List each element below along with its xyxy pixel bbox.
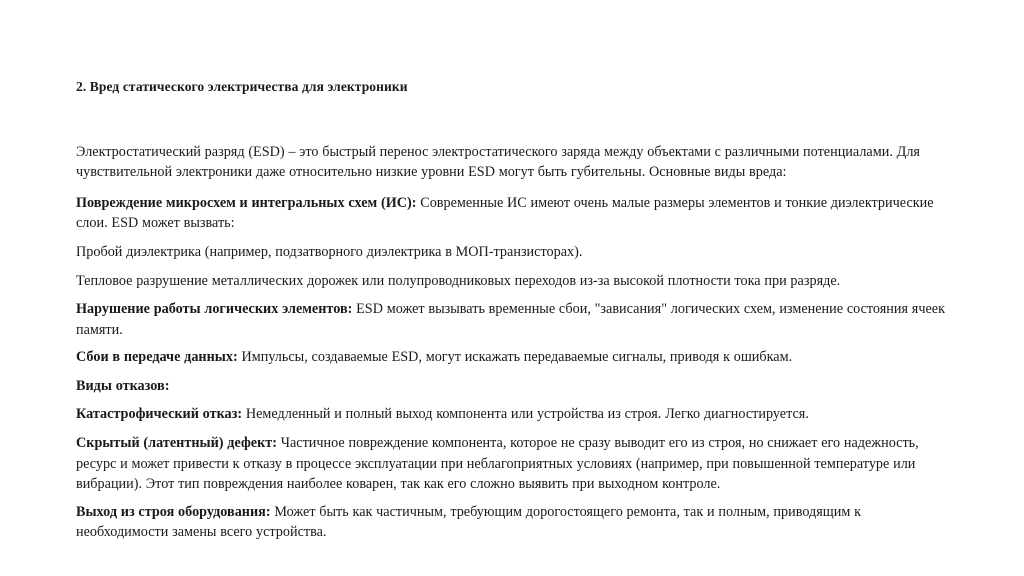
- paragraph-equipment-failure-text: Может быть как частичным, требующим дорогостоящего ремонта, так и полным, приводящим к необходимости замены всего устройства.: [76, 503, 861, 541]
- paragraph-logic-disruption-lead: Нарушение работы логических элементов:: [76, 301, 353, 318]
- paragraph-ic-damage-lead: Повреждение микросхем и интегральных схем (ИС):: [76, 194, 417, 211]
- failure-types-heading-label: Виды отказов:: [76, 377, 170, 394]
- page-title: 2. Вред статического электричества для электроники: [76, 79, 408, 94]
- paragraph-catastrophic-failure-lead: Катастрофический отказ:: [76, 406, 243, 423]
- paragraph-data-errors-text: Импульсы, создаваемые ESD, могут искажать передаваемые сигналы, приводя к ошибкам.: [237, 349, 793, 366]
- paragraph-intro-text: Электростатический разряд (ESD) – это быстрый перенос электростатического заряда между объектами с различными потенциалами. Для чувствительной электроники даже относительно низкие уровни ESD могут быть губительны. Основные виды вреда:: [76, 143, 920, 181]
- paragraph-failure-types-heading: [76, 376, 952, 397]
- paragraph-ic-damage-text: Современные ИС имеют очень малые размеры элементов и тонкие диэлектрические слои. ESD может вызвать:: [76, 194, 934, 232]
- paragraph-logic-disruption: [76, 299, 952, 340]
- paragraph-latent-defect-text: Частичное повреждение компонента, которое не сразу выводит его из строя, но снижает его надежность, ресурс и может привести к отказу в процессе эксплуатации при неблагоприятных условиях (например, при повышенной температуре или вибрации). Этот тип повреждения наиболее коварен, так как его сложно выявить при выходном контроле.: [76, 435, 919, 493]
- paragraph-latent-defect-lead: Скрытый (латентный) дефект:: [76, 435, 277, 452]
- paragraph-thermal-destruction: [76, 271, 952, 292]
- paragraph-dielectric-breakdown: [76, 242, 952, 263]
- paragraph-thermal-destruction-text: Тепловое разрушение металлических дорожек или полупроводниковых переходов из-за высокой плотности тока при разряде.: [76, 272, 841, 289]
- paragraph-ic-damage: [76, 193, 952, 234]
- document-body: [76, 78, 952, 543]
- paragraph-latent-defect: [76, 433, 952, 495]
- paragraph-logic-disruption-text: ESD может вызывать временные сбои, "зависания" логических схем, изменение состояния ячеек памяти.: [76, 301, 945, 338]
- paragraph-catastrophic-failure-text: Немедленный и полный выход компонента или устройства из строя. Легко диагностируется.: [242, 406, 809, 423]
- paragraph-equipment-failure: [76, 502, 952, 543]
- paragraph-equipment-failure-lead: Выход из строя оборудования:: [76, 503, 271, 520]
- paragraph-intro: [76, 142, 952, 183]
- paragraph-catastrophic-failure: [76, 404, 952, 425]
- paragraph-data-errors: [76, 347, 952, 368]
- paragraph-dielectric-breakdown-text: Пробой диэлектрика (например, подзатворного диэлектрика в МОП-транзисторах).: [76, 243, 583, 260]
- paragraph-data-errors-lead: Сбои в передаче данных:: [76, 349, 238, 366]
